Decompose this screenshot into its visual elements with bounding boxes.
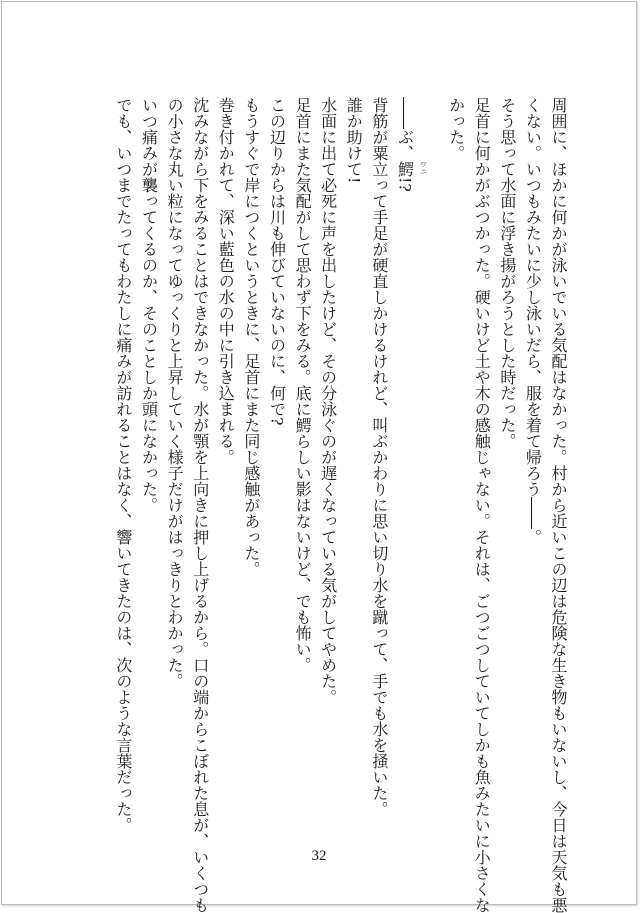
text-line: 沈みながら下をみることはできなかった。水が顎を上向きに押し上げるから。口の端からこぼれた息が、いくつも [190, 97, 210, 913]
text-line: でも、いつまでたってもわたしに痛みが訪れることはなく、響いてきたのは、次のような言葉だった。 [113, 97, 133, 833]
text-line: そう思って水面に浮き揚がろうとした時だった。 [497, 97, 517, 449]
text-line: もうすぐで岸につくというときに、足首にまた同じ感触があった。 [241, 97, 261, 577]
text-line: の小さな丸い粒になってゆっくりと上昇していく様子だけがはっきりとわかった。 [165, 97, 185, 689]
text-line: くない。いつもみたいに少し泳いだら、服を着て帰ろう――。 [523, 97, 543, 545]
text-line: 巻き付かれて、深い藍色の水の中に引き込まれる。 [216, 97, 236, 465]
exclamation-mark: !? [395, 177, 415, 193]
text-line: かった。 [446, 97, 466, 161]
text-line: 水面に出て必死に声を出したけど、その分泳ぐのが遅くなっている気がしてやめた。 [318, 97, 338, 705]
text-line: 誰か助けて! [344, 97, 364, 184]
ruby-word [392, 161, 428, 177]
text-line: この辺りからは川も伸びていないのに、何で? [267, 97, 287, 426]
blank-line [417, 97, 443, 797]
text-line: 足首にまた気配がして思わず下をみる。底に鰐らしい影はないけど、でも怖い。 [293, 97, 313, 673]
text-line: いつ痛みが襲ってくるのか、そのことしか頭になかった。 [139, 97, 159, 513]
ruby-reading: ワニ [419, 161, 428, 175]
exclamation-line [392, 97, 428, 797]
book-page [1, 1, 637, 913]
text-line: 背筋が粟立って手足が硬直しかけるけれど、叫ぶかわりに思い切り水を蹴って、手でも水を掻いた。 [369, 97, 389, 817]
ruby-base-text: 鰐 [395, 161, 415, 177]
exclamation-lead: ――ぶ、 [395, 97, 415, 161]
text-line: 周囲に、ほかに何かが泳いでいる気配はなかった。村から近いこの辺は危険な生き物もいないし、今日は天気も悪 [549, 97, 568, 913]
page-number: 32 [311, 848, 327, 864]
text-line: 足首に何かがぶつかった。硬いけど土や木の感触じゃない。それは、ごつごつしていてしかも魚みたいに小さくな [472, 97, 492, 913]
